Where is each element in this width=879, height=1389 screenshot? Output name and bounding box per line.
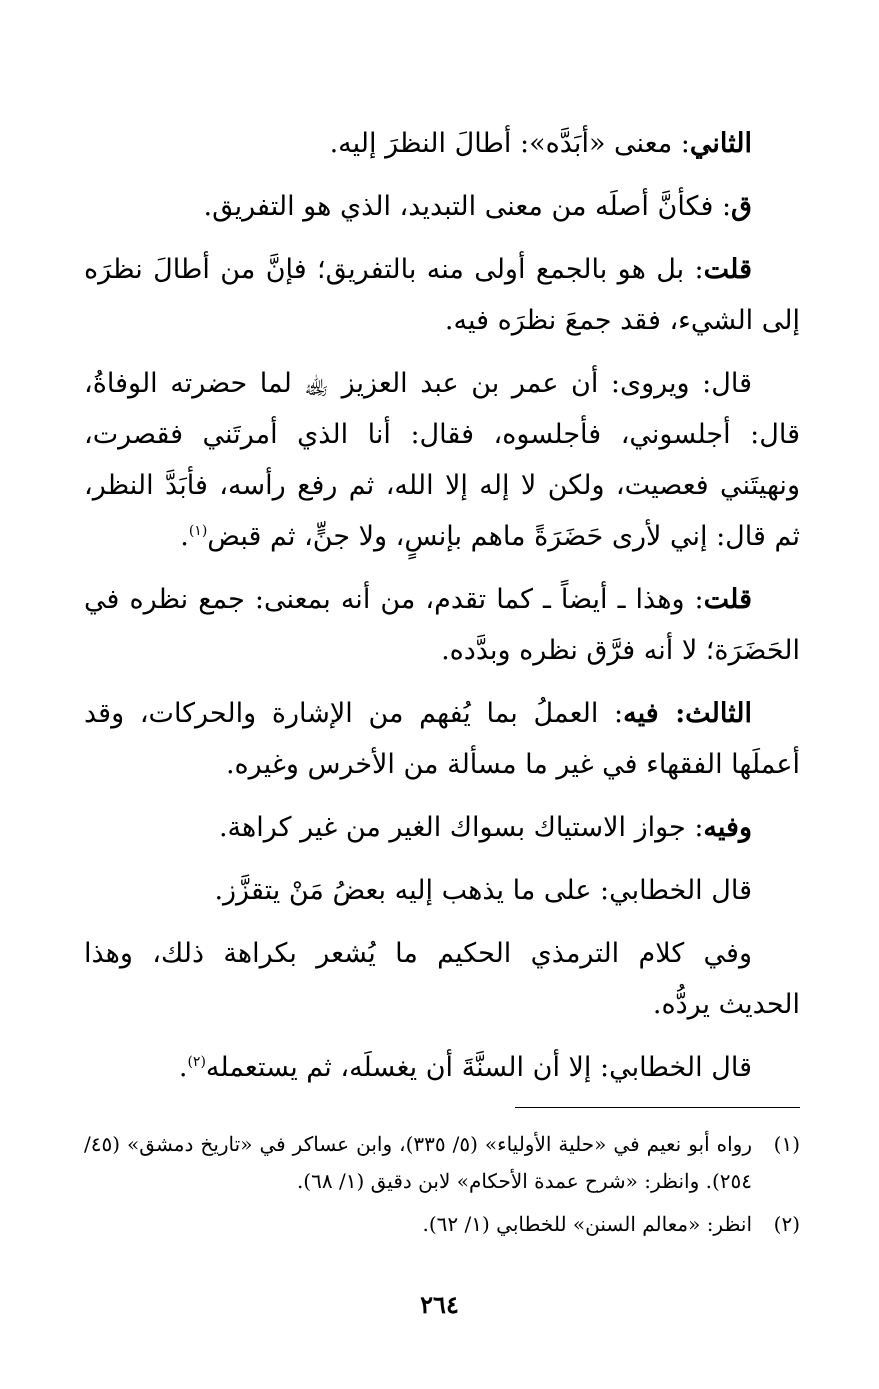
footnote-separator bbox=[515, 1107, 800, 1108]
paragraph-lead: وفيه bbox=[703, 812, 752, 843]
paragraph-tirmidhi bbox=[84, 928, 800, 1030]
paragraph-text: : جواز الاستياك بسواك الغير من غير كراهة. bbox=[218, 812, 704, 843]
paragraph-text: : العملُ بما يُفهم من الإشارة والحركات، وقد أعملَها الفقهاء في غير ما مسألة من الأخرس وغيره. bbox=[84, 698, 800, 780]
page-number: ٢٦٤ bbox=[420, 1290, 459, 1319]
paragraph-lead: الثاني bbox=[689, 128, 752, 159]
paragraph-wa-fihi bbox=[84, 802, 800, 853]
footnote-number: (٢) bbox=[773, 1212, 800, 1236]
book-page bbox=[84, 118, 800, 1358]
paragraph-text: قال الخطابي: على ما يذهب إليه بعضُ مَنْ يتقزَّز. bbox=[214, 875, 752, 906]
footnote-item bbox=[84, 1126, 800, 1200]
paragraph-lead: قلت bbox=[703, 584, 752, 615]
paragraph-qultu-1 bbox=[84, 244, 800, 346]
paragraph-umar-narration bbox=[84, 358, 800, 562]
paragraph-text: قال: ويروى: أن عمر بن عبد العزيز ﵀ لما حضرته الوفاةُ، قال: أجلسوني، فأجلسوه، فقال: أنا الذي أمرتَني فقصرت، ونهيتَني فعصيت، ولكن لا إله إلا الله، ثم رفع رأسه، فأبَدَّ النظر، ثم قال: إني لأرى حَضَرَةً ماهم بإنسٍ، ولا جنٍّ، ثم قبض bbox=[84, 368, 800, 552]
footnote-marker-2[interactable]: (٢) bbox=[187, 1054, 206, 1070]
paragraph-text: وفي كلام الترمذي الحكيم ما يُشعر بكراهة ذلك، وهذا الحديث يردُّه. bbox=[84, 938, 800, 1020]
paragraph-khattabi-2 bbox=[84, 1042, 800, 1093]
footnote-number: (١) bbox=[773, 1132, 800, 1156]
paragraph-tail: . bbox=[178, 1052, 188, 1083]
footnote-marker-1[interactable]: (١) bbox=[188, 523, 208, 539]
paragraph-text: : بل هو بالجمع أولى منه بالتفريق؛ فإنَّ من أطالَ نظرَه إلى الشيء، فقد جمعَ نظرَه فيه. bbox=[84, 254, 800, 336]
paragraph-lead: ق bbox=[731, 191, 752, 222]
paragraph-qultu-2 bbox=[84, 574, 800, 676]
paragraph-lead: الثالث: فيه bbox=[623, 698, 752, 729]
paragraph-lead: قلت bbox=[703, 254, 752, 285]
footnote-text: انظر: «معالم السنن» للخطابي (١/ ٦٢). bbox=[422, 1212, 752, 1236]
footnote-item bbox=[84, 1206, 800, 1243]
paragraph-second-point bbox=[84, 118, 800, 169]
paragraph-text: : فكأنَّ أصلَه من معنى التبديد، الذي هو التفريق. bbox=[203, 191, 732, 222]
paragraph-text: : معنى «أبَدَّه»: أطالَ النظرَ إليه. bbox=[329, 128, 690, 159]
paragraph-tail: . bbox=[180, 521, 189, 552]
paragraph-text: : وهذا ـ أيضاً ـ كما تقدم، من أنه بمعنى: جمع نظره في الحَضَرَة؛ لا أنه فرَّق نظره وبدَّده. bbox=[84, 584, 800, 666]
paragraph-third-point bbox=[84, 688, 800, 790]
paragraph-qaf bbox=[84, 181, 800, 232]
paragraph-khattabi-1 bbox=[84, 865, 800, 916]
footnotes bbox=[84, 1126, 800, 1243]
paragraph-text: قال الخطابي: إلا أن السنَّةَ أن يغسلَه، ثم يستعمله bbox=[205, 1052, 752, 1083]
footnote-text: رواه أبو نعيم في «حلية الأولياء» (٥/ ٣٣٥)، وابن عساكر في «تاريخ دمشق» (٤٥/ ٢٥٤). وانظر: «شرح عمدة الأحكام» لابن دقيق (١/ ٦٨). bbox=[84, 1132, 752, 1193]
